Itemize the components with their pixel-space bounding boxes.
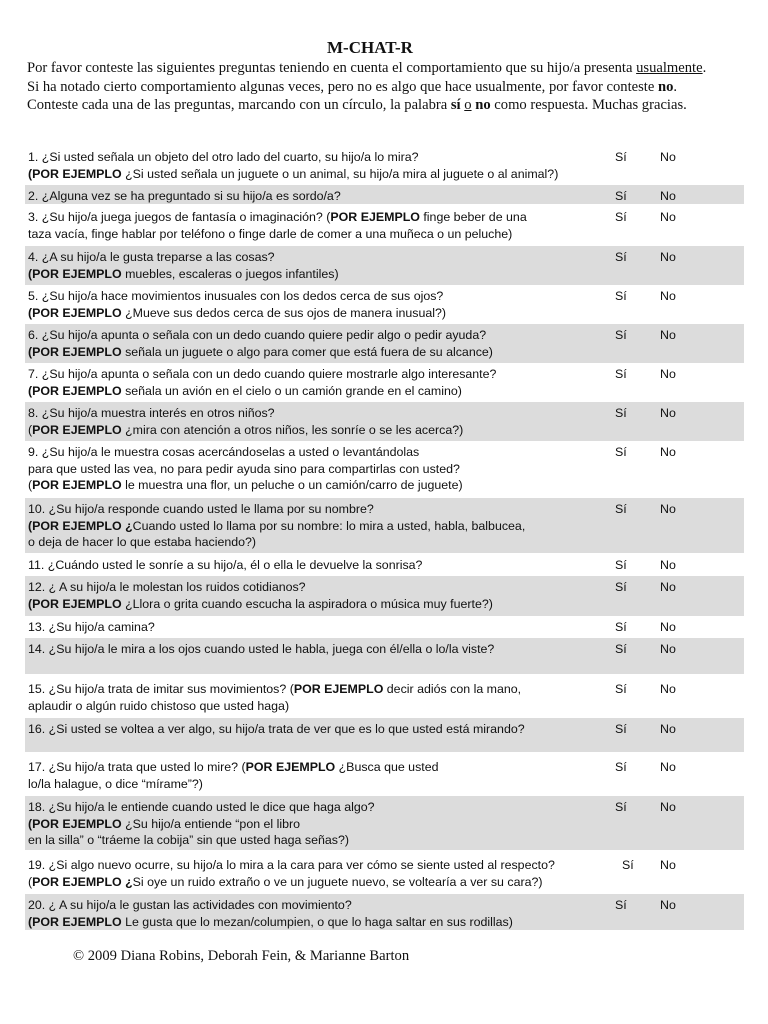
answer-yes[interactable]: Sí (615, 289, 627, 303)
question-10: 10. ¿Su hijo/a responde cuando usted le llama por su nombre? (POR EJEMPLO ¿Cuando usted lo llama por su nombre: lo mira a usted, habla, balbucea, o deja de hacer lo que estaba haciendo?) Sí No (25, 498, 744, 553)
answer-no[interactable]: No (660, 800, 676, 814)
answer-no[interactable]: No (660, 858, 676, 872)
answer-yes[interactable]: Sí (615, 558, 627, 572)
answer-yes[interactable]: Sí (615, 150, 627, 164)
answer-no[interactable]: No (660, 502, 676, 516)
answer-no[interactable]: No (660, 558, 676, 572)
bold-si: sí (450, 97, 461, 114)
answer-yes[interactable]: Sí (615, 189, 627, 203)
answer-yes[interactable]: Sí (615, 367, 627, 381)
answer-no[interactable]: No (660, 328, 676, 342)
question-18: 18. ¿Su hijo/a le entiende cuando usted le dice que haga algo? (POR EJEMPLO ¿Su hijo/a entiende “pon el libro en la silla” o “tráeme la cobija” sin que usted haga señas?) Sí No (25, 796, 744, 850)
answer-no[interactable]: No (660, 898, 676, 912)
copyright-footer: © 2009 Diana Robins, Deborah Fein, & Marianne Barton (73, 948, 410, 964)
answer-yes[interactable]: Sí (615, 682, 627, 696)
question-17: 17. ¿Su hijo/a trata que usted lo mire? (POR EJEMPLO ¿Busca que usted lo/la halague, o dice “mírame”?) Sí No (28, 760, 676, 791)
answer-no[interactable]: No (660, 445, 676, 459)
answer-no[interactable]: No (660, 406, 676, 420)
question-7: 7. ¿Su hijo/a apunta o señala con un dedo cuando quiere mostrarle algo interesante? (POR EJEMPLO señala un avión en el cielo o un camión grande en el camino) Sí No (28, 367, 676, 398)
answer-yes[interactable]: Sí (615, 760, 627, 774)
answer-yes[interactable]: Sí (615, 898, 627, 912)
underlined-word: usualmente (636, 60, 703, 76)
answer-no[interactable]: No (660, 210, 676, 224)
underlined-o: o (464, 97, 472, 114)
page-title: M-CHAT-R (327, 38, 413, 57)
answer-yes[interactable]: Sí (622, 858, 634, 872)
answer-yes[interactable]: Sí (615, 328, 627, 342)
question-19: 19. ¿Si algo nuevo ocurre, su hijo/a lo mira a la cara para ver cómo se siente usted al respecto? (POR EJEMPLO ¿Si oye un ruido extraño o ve un juguete nuevo, se voltearía a ver su cara?) Sí No (28, 858, 676, 889)
answer-yes[interactable]: Sí (615, 250, 627, 264)
question-3: 3. ¿Su hijo/a juega juegos de fantasía o imaginación? (POR EJEMPLO finge beber de una taza vacía, finge hablar por teléfono o finge darle de comer a una muñeca o un peluche) Sí No (28, 210, 676, 241)
answer-yes[interactable]: Sí (615, 445, 627, 459)
answer-no[interactable]: No (660, 580, 676, 594)
answer-no[interactable]: No (660, 189, 676, 203)
question-6: 6. ¿Su hijo/a apunta o señala con un dedo cuando quiere pedir algo o pedir ayuda? (POR EJEMPLO señala un juguete o algo para comer que está fuera de su alcance) Sí No (25, 324, 744, 363)
answer-yes[interactable]: Sí (615, 210, 627, 224)
question-2: 2. ¿Alguna vez se ha preguntado si su hijo/a es sordo/a? Sí No (25, 185, 744, 204)
answer-no[interactable]: No (660, 722, 676, 736)
answer-no[interactable]: No (660, 250, 676, 264)
answer-yes[interactable]: Sí (615, 722, 627, 736)
intro-paragraph: Por favor conteste las siguientes preguntas teniendo en cuenta el comportamiento que su hijo/a presenta usualmente. Si ha notado cierto comportamiento algunas veces, pero no es algo que hace usualmente, por favor conteste no. Conteste cada una de las preguntas, marcando con un círculo, la palabra sí o no como respuesta. Muchas gracias. (27, 60, 707, 114)
answer-no[interactable]: No (660, 289, 676, 303)
question-5: 5. ¿Su hijo/a hace movimientos inusuales con los dedos cerca de sus ojos? (POR EJEMPLO ¿Mueve sus dedos cerca de sus ojos de manera inusual?) Sí No (28, 289, 676, 320)
answer-yes[interactable]: Sí (615, 502, 627, 516)
answer-no[interactable]: No (660, 682, 676, 696)
question-15: 15. ¿Su hijo/a trata de imitar sus movimientos? (POR EJEMPLO decir adiós con la mano, aplaudir o algún ruido chistoso que usted haga) Sí No (28, 682, 676, 713)
question-4: 4. ¿A su hijo/a le gusta treparse a las cosas? (POR EJEMPLO muebles, escaleras o juegos infantiles) Sí No (25, 246, 744, 285)
bold-no-2: no (475, 97, 491, 114)
answer-yes[interactable]: Sí (615, 406, 627, 420)
question-14: 14. ¿Su hijo/a le mira a los ojos cuando usted le habla, juega con él/ella o lo/la viste? Sí No (25, 638, 744, 674)
question-1: 1. ¿Si usted señala un objeto del otro lado del cuarto, su hijo/a lo mira? (POR EJEMPLO ¿Si usted señala un juguete o un animal, su hijo/a mira al juguete o al animal?) Sí No (28, 150, 676, 181)
question-9: 9. ¿Su hijo/a le muestra cosas acercándoselas a usted o levantándolas para que usted las vea, no para pedir ayuda sino para compartirlas con usted? (POR EJEMPLO le muestra una flor, un peluche o un camión/carro de juguete) Sí No (28, 445, 676, 492)
answer-no[interactable]: No (660, 367, 676, 381)
question-13: 13. ¿Su hijo/a camina? Sí No (28, 620, 676, 634)
question-12: 12. ¿ A su hijo/a le molestan los ruidos cotidianos? (POR EJEMPLO ¿Llora o grita cuando escucha la aspiradora o música muy fuerte?) Sí No (25, 576, 744, 616)
answer-yes[interactable]: Sí (615, 620, 627, 634)
answer-no[interactable]: No (660, 150, 676, 164)
answer-yes[interactable]: Sí (615, 800, 627, 814)
answer-no[interactable]: No (660, 620, 676, 634)
bold-no: no (657, 78, 674, 95)
question-8: 8. ¿Su hijo/a muestra interés en otros niños? (POR EJEMPLO ¿mira con atención a otros niños, les sonríe o se les acerca?) Sí No (25, 402, 744, 441)
question-20: 20. ¿ A su hijo/a le gustan las actividades con movimiento? (POR EJEMPLO Le gusta que lo mezan/columpien, o que lo haga saltar en sus rodillas) Sí No (25, 894, 744, 930)
question-16: 16. ¿Si usted se voltea a ver algo, su hijo/a trata de ver que es lo que usted está mirando? Sí No (25, 718, 744, 752)
answer-yes[interactable]: Sí (615, 580, 627, 594)
answer-yes[interactable]: Sí (615, 642, 627, 656)
answer-no[interactable]: No (660, 760, 676, 774)
question-11: 11. ¿Cuándo usted le sonríe a su hijo/a, él o ella le devuelve la sonrisa? Sí No (28, 558, 676, 572)
answer-no[interactable]: No (660, 642, 676, 656)
